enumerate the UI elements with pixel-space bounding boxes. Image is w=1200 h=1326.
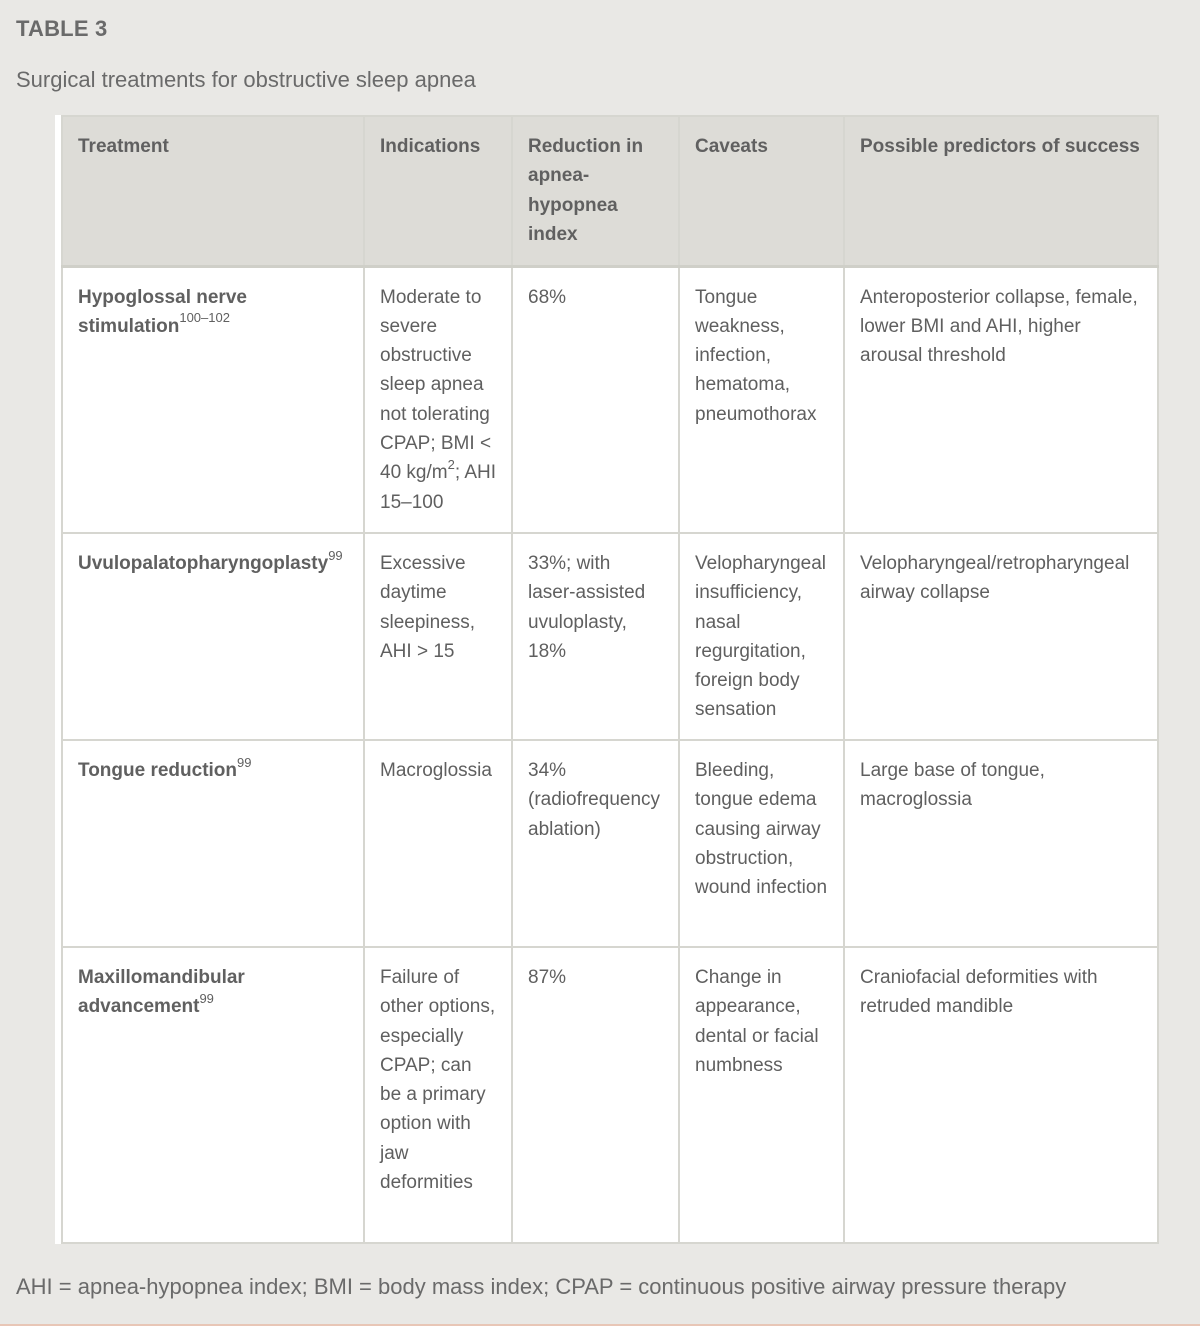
row-predictors: Large base of tongue, macroglossia	[844, 740, 1158, 947]
table-footnote: AHI = apnea-hypopnea index; BMI = body mass index; CPAP = continuous positive airway pressure therapy	[16, 1274, 1067, 1299]
table-row	[62, 740, 1158, 947]
row-predictors: Anteroposterior collapse, female, lower BMI and AHI, higher arousal threshold	[844, 266, 1158, 533]
row-predictors: Craniofacial deformities with retruded mandible	[844, 947, 1158, 1243]
header-reduction: Reduction in apnea-hypopnea index	[512, 116, 679, 266]
reference-number: 99	[199, 990, 214, 1006]
row-caveats: Tongue weakness, infection, hematoma, pneumothorax	[679, 266, 844, 533]
table-row	[62, 266, 1158, 533]
treatments-table	[61, 115, 1159, 1244]
table-label: TABLE 3	[16, 16, 108, 41]
table-caption: Surgical treatments for obstructive sleep apnea	[16, 67, 476, 92]
row-reduction: 87%	[512, 947, 679, 1243]
row-indications: Failure of other options, especially CPAP; can be a primary option with jaw deformities	[364, 947, 512, 1243]
row-caveats: Velopharyngeal insufficiency, nasal regurgitation, foreign body sensation	[679, 533, 844, 740]
row-reduction: 33%; with laser-assisted uvuloplasty, 18%	[512, 533, 679, 740]
table-container	[55, 115, 1157, 1244]
row-caveats: Bleeding, tongue edema causing airway obstruction, wound infection	[679, 740, 844, 947]
table-row	[62, 947, 1158, 1243]
row-treatment	[62, 740, 364, 947]
row-treatment	[62, 947, 364, 1243]
row-caveats: Change in appearance, dental or facial numbness	[679, 947, 844, 1243]
reference-number: 100–102	[179, 310, 230, 326]
indications-text-continued: ; AHI 15–100	[380, 462, 497, 513]
header-caveats: Caveats	[679, 116, 844, 266]
treatment-name: Hypoglossal nerve stimulation	[78, 286, 247, 337]
row-treatment	[62, 533, 364, 740]
header-predictors: Possible predictors of success	[844, 116, 1158, 266]
row-reduction: 68%	[512, 266, 679, 533]
treatment-name: Uvulopalatopharyngoplasty	[78, 553, 329, 574]
reference-number: 99	[328, 547, 343, 563]
table-row	[62, 533, 1158, 740]
row-indications: Excessive daytime sleepiness, AHI > 15	[364, 533, 512, 740]
header-row	[62, 116, 1158, 266]
row-reduction: 34% (radiofrequency ablation)	[512, 740, 679, 947]
row-treatment	[62, 266, 364, 533]
indications-text: Moderate to severe obstructive sleep apnea not tolerating CPAP; BMI < 40 kg/m	[380, 286, 492, 484]
header-treatment: Treatment	[62, 116, 364, 266]
row-indications	[364, 266, 512, 533]
row-indications: Macroglossia	[364, 740, 512, 947]
reference-number: 99	[237, 754, 252, 770]
superscript: 2	[447, 456, 455, 472]
header-indications: Indications	[364, 116, 512, 266]
row-predictors: Velopharyngeal/retropharyngeal airway collapse	[844, 533, 1158, 740]
treatment-name: Maxillomandibular advancement	[78, 967, 245, 1018]
treatment-name: Tongue reduction	[78, 760, 238, 781]
